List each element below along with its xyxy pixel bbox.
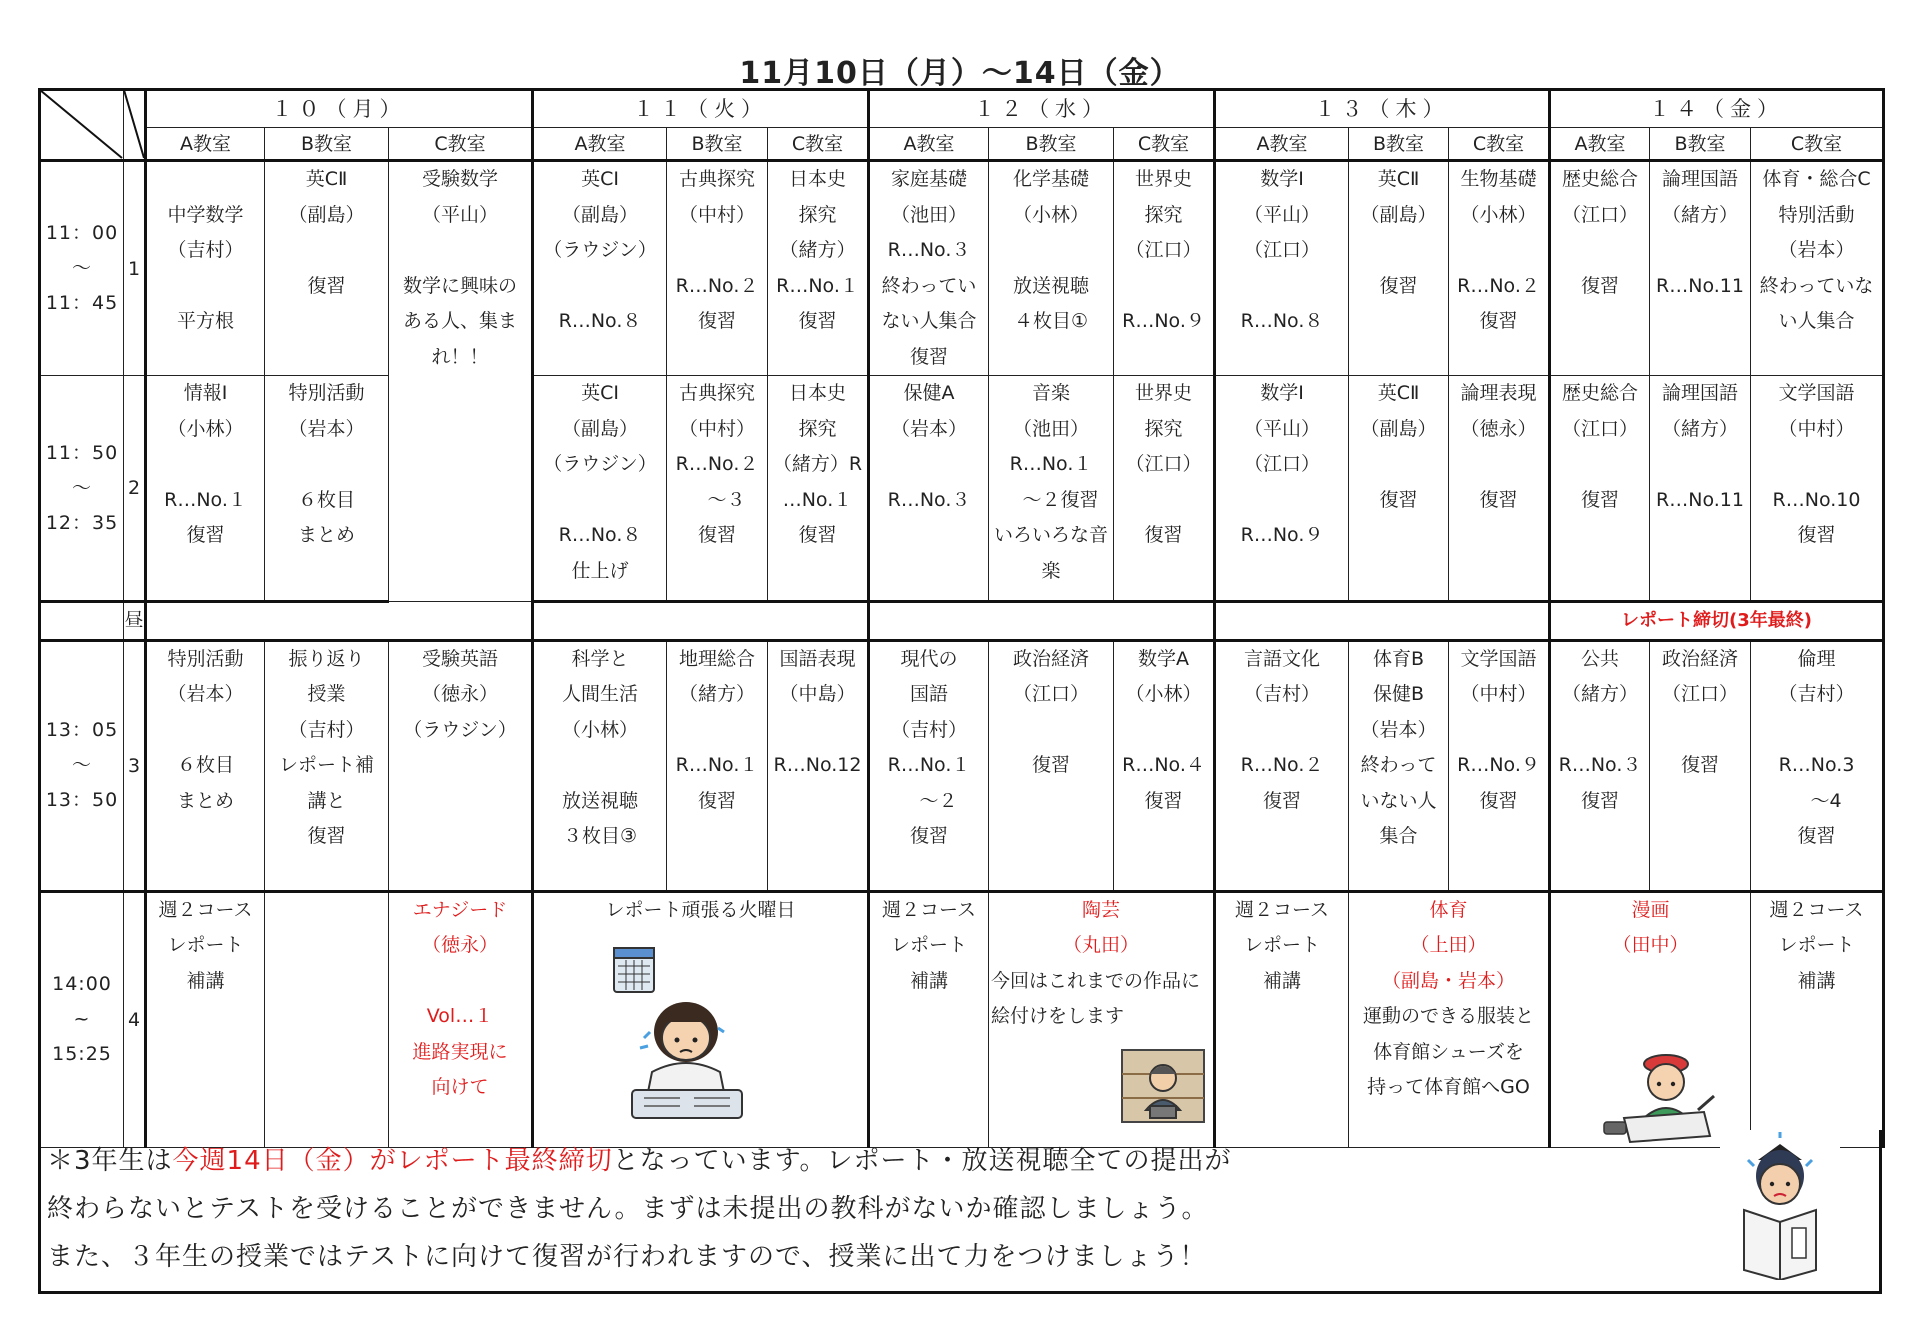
class-cell: 論理表現 （徳永） 復習 <box>1449 376 1550 602</box>
class-cell: 英CⅡ （副島） 復習 <box>1349 161 1449 376</box>
class-cell: 文学国語 （中村） R…No.10 復習 <box>1751 376 1884 602</box>
class-cell: 論理国語 （緒方） R…No.11 <box>1650 161 1751 376</box>
class-cell: 英CⅠ （副島） （ラウジン） R…No.８ 仕上げ <box>533 376 667 602</box>
class-cell: 中学数学 （吉村） 平方根 <box>146 161 265 376</box>
class-cell: 政治経済 （江口） 復習 <box>989 640 1114 891</box>
lunch-cell <box>869 602 1215 641</box>
class-cell: 日本史 探究 （緒方）R …No.１ 復習 <box>768 376 869 602</box>
studying-student-icon <box>604 942 754 1122</box>
event-cell-manga: 漫画 （田中） <box>1550 891 1751 1147</box>
class-cell: 現代の 国語 （吉村） R…No.１ ～２ 復習 <box>869 640 989 891</box>
class-cell: 文学国語 （中村） R…No.９ 復習 <box>1449 640 1550 891</box>
room-header: A教室 <box>146 128 265 161</box>
class-cell: 古典探究 （中村） R…No.２ 復習 <box>667 161 768 376</box>
notice-deadline-highlight: 今週14日（金）がレポート最終締切 <box>172 1146 613 1176</box>
room-header: C教室 <box>768 128 869 161</box>
day-header-thu: １３（木） <box>1215 90 1550 128</box>
timetable <box>38 88 1885 1148</box>
room-header: C教室 <box>1751 128 1884 161</box>
class-cell: 公共 （緒方） R…No.３ 復習 <box>1550 640 1650 891</box>
class-cell: 特別活動 （岩本） ６枚目 まとめ <box>265 376 389 602</box>
corner-diagonal-lines <box>38 88 146 160</box>
room-header: C教室 <box>1449 128 1550 161</box>
class-cell: 英CⅡ （副島） 復習 <box>265 161 389 376</box>
period-number: 3 <box>124 640 146 891</box>
class-cell: 論理国語 （緒方） R…No.11 <box>1650 376 1751 602</box>
notice-line-3: また、３年生の授業ではテストに向けて復習が行われますので、授業に出て力をつけましょう！ <box>47 1242 1207 1272</box>
notice-box <box>38 1130 1882 1294</box>
notice-text: となっています。レポート・放送視聴全ての提出が <box>612 1146 1232 1176</box>
notice-line-1 <box>47 1140 1232 1177</box>
lunch-cell <box>146 602 533 641</box>
class-cell: 政治経済 （江口） 復習 <box>1650 640 1751 891</box>
period-number: 4 <box>124 891 146 1147</box>
class-cell: 音楽 （池田） R…No.１ ～２復習 いろいろな音 楽 <box>989 376 1114 602</box>
room-header: C教室 <box>389 128 533 161</box>
class-cell: 日本史 探究 （緒方） R…No.１ 復習 <box>768 161 869 376</box>
class-cell: 数学A （小林） R…No.４ 復習 <box>1114 640 1215 891</box>
period-number: 1 <box>124 161 146 376</box>
pe-heading: 体育 （上田） （副島・岩本） <box>1381 898 1515 992</box>
event-cell: レポート頑張る火曜日 <box>533 891 869 1147</box>
class-cell: 科学と 人間生活 （小林） 放送視聴 ３枚目③ <box>533 640 667 891</box>
room-header: B教室 <box>667 128 768 161</box>
class-cell: 特別活動 （岩本） ６枚目 まとめ <box>146 640 265 891</box>
class-cell <box>265 891 389 1147</box>
class-cell: 週２コース レポート 補講 <box>1215 891 1349 1147</box>
class-cell: 受験数学 （平山） 数学に興味の ある人、集ま れ！！ <box>389 161 533 602</box>
lunch-cell <box>1215 602 1550 641</box>
period-time: 13：05 ～ 13：50 <box>40 640 124 891</box>
day-header-mon: １０（月） <box>146 90 533 128</box>
period-time: 11：50 ～ 12：35 <box>40 376 124 602</box>
period-number: 2 <box>124 376 146 602</box>
room-header: A教室 <box>869 128 989 161</box>
period-time: 14:00 ~ 15:25 <box>40 891 124 1147</box>
class-cell: 振り返り 授業 （吉村） レポート補 講と 復習 <box>265 640 389 891</box>
notice-reader-icon <box>1720 1130 1840 1280</box>
pottery-artist-icon <box>1120 1048 1206 1124</box>
class-cell: 週２コース レポート 補講 <box>869 891 989 1147</box>
timetable-sheet <box>38 88 1882 1294</box>
class-cell: 歴史総合 （江口） 復習 <box>1550 376 1650 602</box>
room-header: B教室 <box>1650 128 1751 161</box>
room-header: B教室 <box>1349 128 1449 161</box>
class-cell: 国語表現 （中島） R…No.12 <box>768 640 869 891</box>
report-deadline-note: レポート締切(3年最終) <box>1550 602 1884 641</box>
lunch-label: 昼 <box>124 602 146 641</box>
class-cell: 化学基礎 （小林） 放送視聴 ４枚目① <box>989 161 1114 376</box>
class-cell: 英CⅠ （副島） （ラウジン） R…No.８ <box>533 161 667 376</box>
class-cell: 歴史総合 （江口） 復習 <box>1550 161 1650 376</box>
notice-text: ＊3年生は <box>47 1146 173 1176</box>
class-cell: 英CⅡ （副島） 復習 <box>1349 376 1449 602</box>
pottery-heading: 陶芸 （丸田） <box>1062 898 1139 956</box>
room-header: C教室 <box>1114 128 1215 161</box>
class-cell: 生物基礎 （小林） R…No.２ 復習 <box>1449 161 1550 376</box>
class-cell: 数学Ⅰ （平山） （江口） R…No.８ <box>1215 161 1349 376</box>
event-cell: エナジード （徳永） Vol…１ 進路実現に 向けて <box>389 891 533 1147</box>
day-header-fri: １４（金） <box>1550 90 1884 128</box>
event-cell-pe <box>1349 891 1550 1147</box>
day-header-tue: １１（火） <box>533 90 869 128</box>
pe-description: 運動のできる服装と 体育館シューズを 持って体育館へGO <box>1362 1005 1534 1098</box>
class-cell: 言語文化 （吉村） R…No.２ 復習 <box>1215 640 1349 891</box>
notice-line-2: 終わらないとテストを受けることができません。まずは未提出の教科がないか確認しましょう。 <box>47 1194 1209 1224</box>
class-cell: 古典探究 （中村） R…No.２ ～３ 復習 <box>667 376 768 602</box>
room-header: B教室 <box>989 128 1114 161</box>
class-cell: 世界史 探究 （江口） R…No.９ <box>1114 161 1215 376</box>
room-header: B教室 <box>265 128 389 161</box>
class-cell: 週２コース レポート 補講 <box>146 891 265 1147</box>
class-cell: 家庭基礎 （池田） R…No.３ 終わってい ない人集合 復習 <box>869 161 989 376</box>
room-header: A教室 <box>533 128 667 161</box>
class-cell: 数学Ⅰ （平山） （江口） R…No.９ <box>1215 376 1349 602</box>
class-cell: 体育・総合C 特別活動 （岩本） 終わっていな い人集合 <box>1751 161 1884 376</box>
class-cell: 受験英語 （徳永） （ラウジン） <box>389 640 533 891</box>
room-header: A教室 <box>1215 128 1349 161</box>
class-cell: 倫理 （吉村） R…No.3 ～4 復習 <box>1751 640 1884 891</box>
pottery-description: 今回はこれまでの作品に 絵付けをします <box>991 969 1201 1027</box>
period-time: 11：00 ～ 11：45 <box>40 161 124 376</box>
page-title: 11月10日（月）～14日（金） <box>739 56 1181 91</box>
class-cell: 世界史 探究 （江口） 復習 <box>1114 376 1215 602</box>
class-cell: 情報Ⅰ （小林） R…No.１ 復習 <box>146 376 265 602</box>
lunch-time-cell <box>40 602 124 641</box>
room-header: A教室 <box>1550 128 1650 161</box>
class-cell: 週２コース レポート 補講 <box>1751 891 1884 1147</box>
day-header-wed: １２（水） <box>869 90 1215 128</box>
lunch-cell <box>533 602 869 641</box>
class-cell: 体育B 保健B （岩本） 終わって いない人 集合 <box>1349 640 1449 891</box>
class-cell: 地理総合 （緒方） R…No.１ 復習 <box>667 640 768 891</box>
class-cell: 保健A （岩本） R…No.３ <box>869 376 989 602</box>
